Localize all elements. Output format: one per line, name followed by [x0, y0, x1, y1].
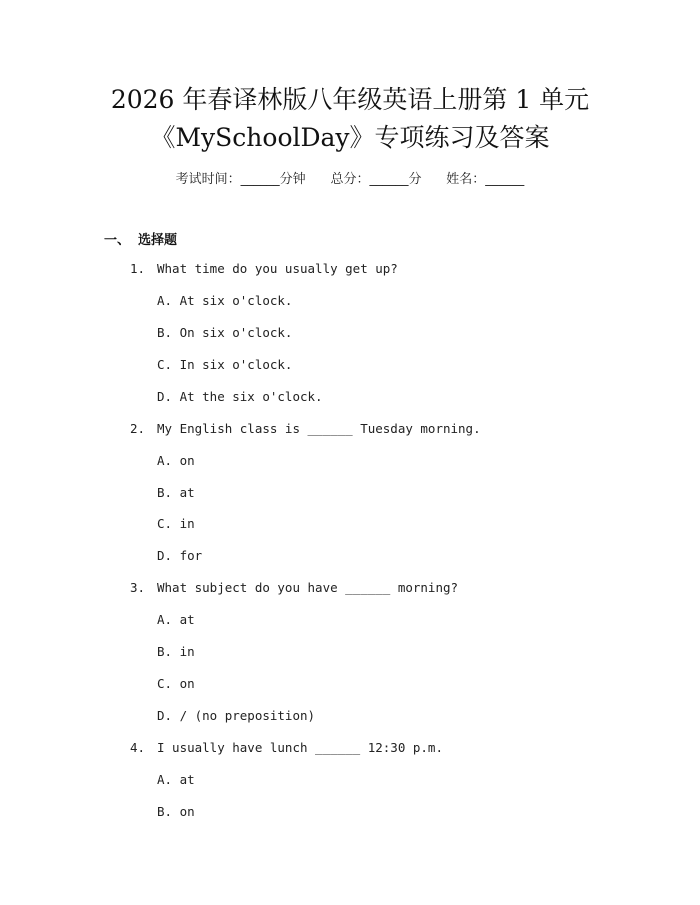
question-1-option-c: C. In six o'clock. [157, 357, 293, 372]
question-text: My English class is ______ Tuesday morning. [157, 421, 481, 436]
question-3-option-d: D. / (no preposition) [157, 708, 316, 723]
question-text: What time do you usually get up? [157, 261, 398, 276]
question-3-option-c: C. on [157, 676, 195, 691]
document-title-line-1: 2026 年春译林版八年级英语上册第 1 单元 [110, 85, 590, 114]
question-3 [130, 580, 458, 595]
question-4 [130, 740, 443, 755]
name-field: 姓名：______ [446, 172, 525, 187]
question-2-option-a: A. on [157, 453, 195, 468]
question-number: 2. [130, 421, 146, 436]
section-title: 选择题 [138, 233, 178, 248]
question-1-option-d: D. At the six o'clock. [157, 389, 323, 404]
question-2-option-c: C. in [157, 516, 195, 531]
question-text: I usually have lunch ______ 12:30 p.m. [157, 740, 443, 755]
document-title-line-2: 《MySchoolDay》专项练习及答案 [150, 123, 550, 152]
question-1-option-b: B. On six o'clock. [157, 325, 293, 340]
question-3-option-a: A. at [157, 612, 195, 627]
exam-info-line [0, 168, 700, 187]
question-2-option-d: D. for [157, 548, 203, 563]
section-number: 一、 [104, 233, 131, 248]
question-1 [130, 261, 398, 276]
question-number: 3. [130, 580, 146, 595]
question-4-option-a: A. at [157, 772, 195, 787]
total-score-field: 总分：______分 [330, 172, 422, 187]
question-text: What subject do you have ______ morning? [157, 580, 459, 595]
question-1-option-a: A. At six o'clock. [157, 293, 293, 308]
question-number: 1. [130, 261, 146, 276]
question-3-option-b: B. in [157, 644, 195, 659]
exam-time-field: 考试时间：______分钟 [175, 172, 306, 187]
question-2-option-b: B. at [157, 485, 195, 500]
section-heading [104, 229, 177, 248]
question-4-option-b: B. on [157, 804, 195, 819]
question-2 [130, 421, 481, 436]
question-number: 4. [130, 740, 146, 755]
